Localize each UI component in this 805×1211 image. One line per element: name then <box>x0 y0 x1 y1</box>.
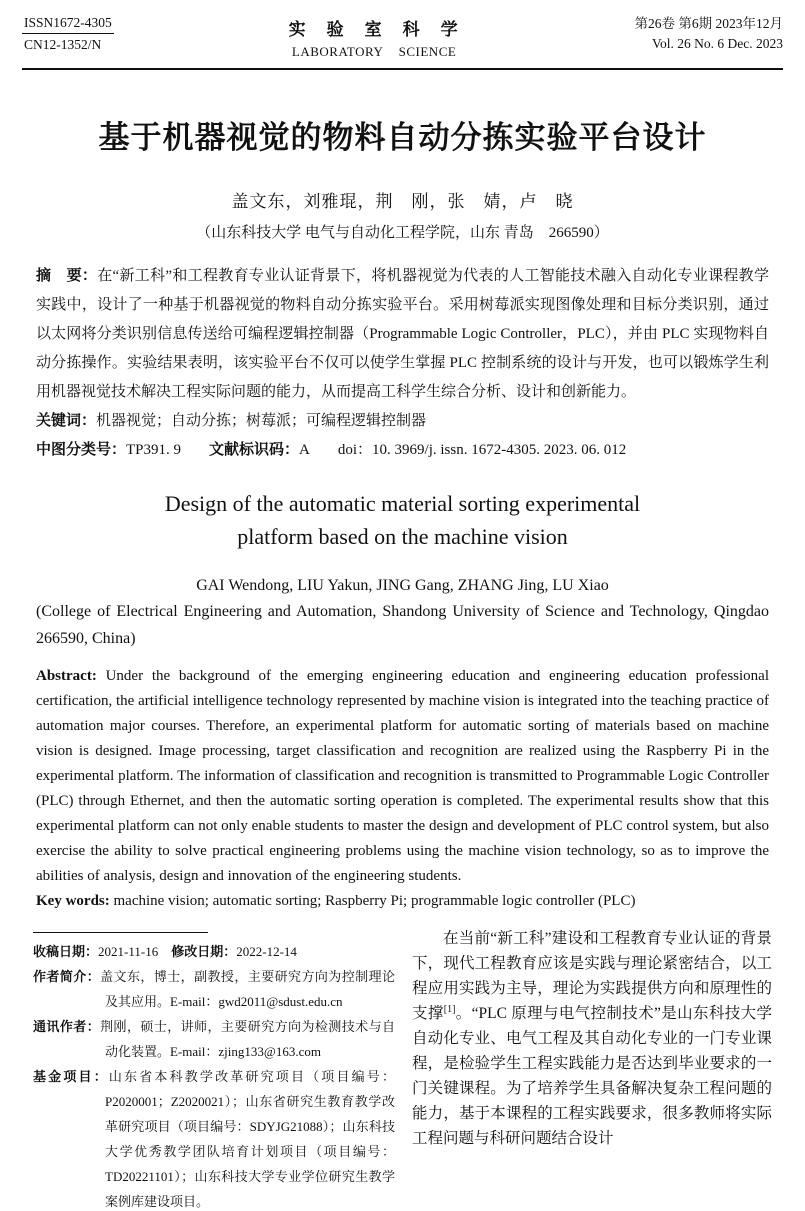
keywords-en-text: machine vision; automatic sorting; Raspberry Pi; programmable logic controller (PLC) <box>113 893 636 909</box>
corresponding-text: 荆刚，硕士，讲师，主要研究方向为检测技术与自动化装置。E-mail：zjing133@163.com <box>100 1019 395 1059</box>
doi-text: doi：10. 3969/j. issn. 1672-4305. 2023. 06. 012 <box>337 442 627 458</box>
corresponding-label: 通讯作者： <box>33 1019 101 1034</box>
received-value: 2021-11-16 <box>98 944 159 959</box>
article-title-en <box>0 487 805 553</box>
footnote-dates <box>33 939 395 964</box>
authors-cn: 盖文东，刘雅琨，荆 刚，张 婧，卢 晓 <box>231 192 574 211</box>
keywords-cn-text: 机器视觉；自动分拣；树莓派；可编程逻辑控制器 <box>96 413 427 429</box>
classification-line <box>36 436 769 465</box>
abstract-cn-text: 在“新工科”和工程教育专业认证背景下，将机器视觉为代表的人工智能技术融入自动化专业课程教学实践中，设计了一种基于机器视觉的物料自动分拣实验平台。采用树莓派实现图像处理和目标分类识别，通过以太网将分类识别信息传送给可编程逻辑控制器（Programmable Logic Controller，PLC），并由 PLC 实现物料自动分拣操作。实验结果表明，该实验平台不仅可以使学生掌握 PLC 控制系统的设计与开发，也可以锻炼学生利用机器视觉技术解决工程实际问题的能力，从而提高工科学生综合分析、设计和创新能力。 <box>36 268 769 400</box>
abstract-en-block <box>36 664 769 914</box>
two-column-section <box>33 926 772 1211</box>
footnote-rule <box>33 932 208 933</box>
article-title-en-line1: Design of the automatic material sorting experimental <box>164 491 641 516</box>
footnote-funding <box>33 1064 395 1211</box>
abstract-cn-block <box>36 262 769 465</box>
body-paragraph-1 <box>412 926 772 1151</box>
abstract-cn-paragraph <box>36 262 769 407</box>
footnote-corresponding <box>33 1014 395 1064</box>
abstract-en-text: Under the background of the emerging engineering education and engineering education professional certification, the artificial intelligence technology represented by machine vision is integrated into the teaching practice of automation major courses. Therefore, an experimental platform for automatic sorting of materials based on machine vision is designed. Image processing, target classification and recognition are realized using the Raspberry Pi in the experimental platform. The information of classification and recognition is transmitted to Programmable Logic Controller (PLC) through Ethernet, and then the automatic sorting operation is completed. The experimental results show that this experimental platform can not only enable students to master the design and development of PLC control system, but also exercise the ability to solve practical engineering problems using the machine vision technology, so as to improve the abilities of analysis, design and innovation of the engineering students. <box>36 668 769 884</box>
abstract-en-paragraph <box>36 664 769 889</box>
affiliation-cn: （山东科技大学 电气与自动化工程学院，山东 青岛 266590） <box>196 225 609 241</box>
body-text-column <box>412 926 772 1211</box>
revised-label: 修改日期： <box>171 944 237 959</box>
journal-title <box>289 13 460 60</box>
article-title-cn: 基于机器视觉的物料自动分拣实验平台设计 <box>98 120 707 155</box>
reference-superscript: [1] <box>443 1003 456 1015</box>
body-text-part1: 在当前“新工科”建设和工程教育专业认证的背景下，现代工程教育应该是实践与理论紧密结合，以工程应用实践为主导，理论为实践提供方向和原理性的支撑 <box>412 930 772 1022</box>
abstract-en-label: Abstract: <box>36 668 97 684</box>
funding-text: 山东省本科教学改革研究项目（项目编号：P2020001；Z2020021）；山东省研究生教育教学改革研究项目（项目编号：SDYJG21088）；山东科技大学优秀教学团队培育计划项目（项目编号：TD20221101）；山东科技大学专业学位研究生教学案例库建设项目。 <box>105 1069 395 1209</box>
authors-en: GAI Wendong, LIU Yakun, JING Gang, ZHANG Jing, LU Xiao <box>196 577 609 594</box>
author-bio-text: 盖文东，博士，副教授，主要研究方向为控制理论及其应用。E-mail：gwd2011@sdust.edu.cn <box>100 969 395 1009</box>
footnote-author-bio <box>33 964 395 1014</box>
issue-info-cn: 第26卷 第6期 2023年12月 <box>634 16 783 31</box>
keywords-en-paragraph <box>36 889 769 914</box>
affiliation-en: (College of Electrical Engineering and Automation, Shandong University of Science and Technology, Qingdao 266590, China) <box>36 603 769 647</box>
received-label: 收稿日期： <box>33 944 99 959</box>
keywords-cn-label: 关键词： <box>36 413 97 429</box>
clc-value: TP391. 9 <box>126 442 182 458</box>
article-title-en-line2: platform based on the machine vision <box>237 524 568 549</box>
journal-issn: ISSN1672-4305 <box>22 13 114 34</box>
journal-title-cn: 实 验 室 科 学 <box>288 20 460 39</box>
clc-label: 中图分类号： <box>36 442 127 458</box>
header-rule <box>22 68 783 70</box>
journal-codes <box>22 13 114 54</box>
body-text-part2: 。“PLC 原理与电气控制技术”是山东科技大学自动化专业、电气工程及其自动化专业的一门专业课程，是检验学生工程实践能力是否达到毕业要求的一门关键课程。为了培养学生具备解决复杂工程问题的能力，基于本课程的工程实践要求，很多教师将实际工程问题与科研问题结合设计 <box>412 1005 772 1147</box>
revised-value: 2022-12-14 <box>236 944 297 959</box>
keywords-cn-paragraph <box>36 407 769 436</box>
journal-issue-info <box>634 13 783 54</box>
abstract-cn-label: 摘 要： <box>36 268 98 284</box>
doc-code-value: A <box>299 442 310 458</box>
funding-label: 基金项目： <box>33 1069 109 1084</box>
journal-header <box>0 0 805 60</box>
doc-code-label: 文献标识码： <box>209 442 300 458</box>
keywords-en-label: Key words: <box>36 893 110 909</box>
journal-title-en: LABORATORY SCIENCE <box>291 44 457 59</box>
journal-cn-number: CN12-1352/N <box>24 37 102 52</box>
footnote-column <box>33 926 395 1211</box>
author-bio-label: 作者简介： <box>33 969 101 984</box>
issue-info-en: Vol. 26 No. 6 Dec. 2023 <box>651 36 783 51</box>
